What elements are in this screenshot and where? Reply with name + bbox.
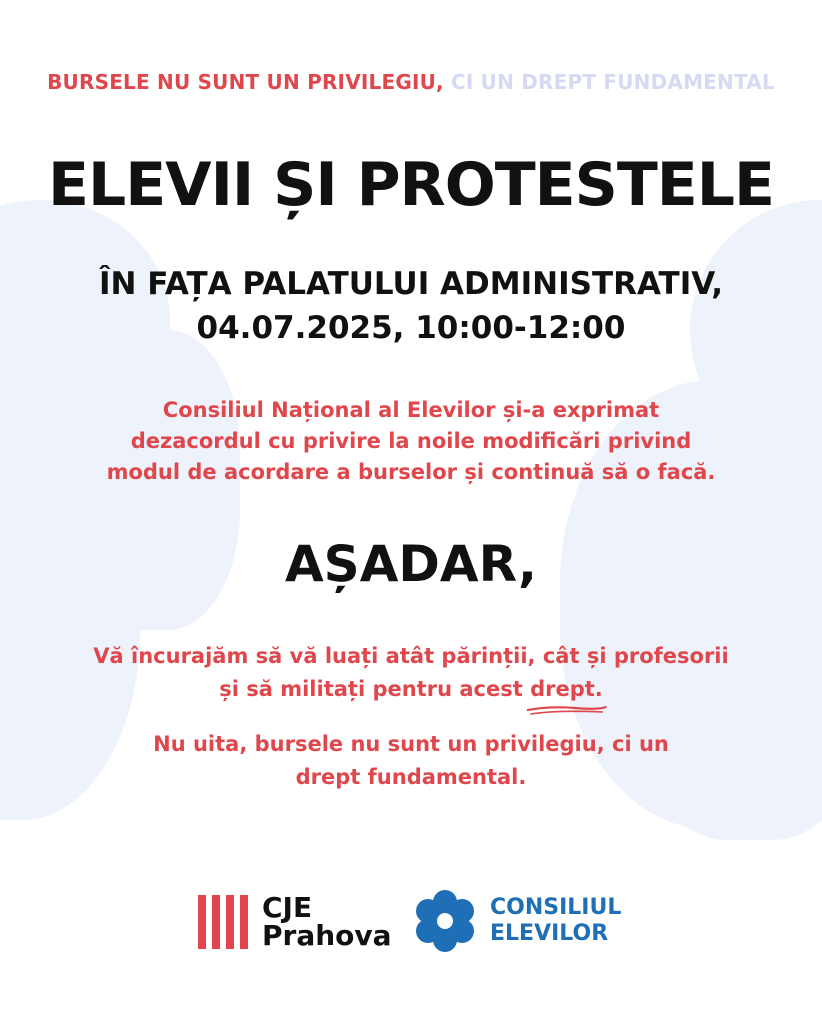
statement-line: modul de acordare a burselor și continuă să o facă. <box>106 460 716 484</box>
event-location <box>0 262 822 350</box>
cje-bars-icon <box>198 895 248 949</box>
statement-line: dezacordul cu privire la noile modificări privind <box>130 429 692 453</box>
underlined-word <box>530 673 603 706</box>
scribble-underline-icon <box>526 704 607 716</box>
underlined-word-text: drept. <box>530 677 603 701</box>
date-time-line: 04.07.2025, 10:00-12:00 <box>196 310 626 346</box>
cje-logo-line-1: CJE <box>262 891 313 924</box>
tagline-part-2: CI UN DREPT FUNDAMENTAL <box>451 70 775 94</box>
consiliul-logo-text <box>490 895 621 947</box>
reminder-line: drept fundamental. <box>295 765 527 789</box>
encouragement-line: Vă încurajăm să vă luați atât părinții, cât și profesorii <box>93 644 729 668</box>
encouragement-prefix: și să militați pentru acest <box>219 677 531 701</box>
tagline <box>0 70 822 94</box>
page-title: ELEVII ȘI PROTESTELE <box>47 150 775 220</box>
reminder-line: Nu uita, bursele nu sunt un privilegiu, ci un <box>153 732 669 756</box>
consiliul-elevilor-logo <box>412 888 621 954</box>
footer-logos <box>0 880 822 970</box>
consiliul-logo-line-2: ELEVILOR <box>490 921 609 946</box>
location-line: ÎN FAȚA PALATULUI ADMINISTRATIV, <box>98 266 724 302</box>
statement-paragraph <box>0 395 822 488</box>
reminder-paragraph <box>0 728 822 794</box>
consiliul-logo-line-1: CONSILIUL <box>490 895 622 920</box>
flower-icon <box>412 888 478 954</box>
encouragement-line <box>0 673 822 706</box>
cje-logo-text <box>262 891 392 952</box>
tagline-part-1: BURSELE NU SUNT UN PRIVILEGIU, <box>47 70 444 94</box>
statement-line: Consiliul Național al Elevilor și-a exprimat <box>162 398 660 422</box>
encouragement-paragraph <box>0 640 822 706</box>
asadar-heading: AȘADAR, <box>284 535 538 593</box>
cje-logo-line-2: Prahova <box>262 919 392 952</box>
cje-prahova-logo <box>198 891 392 952</box>
